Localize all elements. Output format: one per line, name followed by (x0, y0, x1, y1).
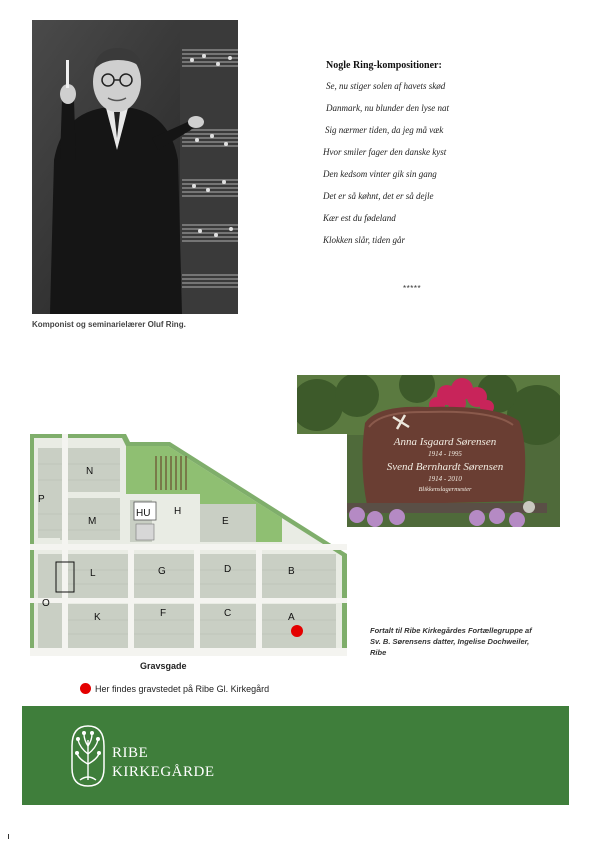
gravestone-name2: Svend Bernhardt Sørensen (386, 461, 504, 473)
gravestone-dates1: 1914 - 1995 (428, 450, 462, 458)
credit-line: Fortalt til Ribe Kirkegårdes Fortællegruppe af (370, 626, 532, 635)
credit-line: Ribe (370, 648, 387, 657)
separator-stars: ***** (403, 284, 422, 293)
street-label: Gravsgade (140, 661, 187, 671)
section-label: L (90, 568, 96, 579)
section-label: A (288, 612, 295, 623)
portrait-caption: Komponist og seminarielærer Oluf Ring. (32, 320, 186, 329)
red-dot-icon (80, 683, 91, 694)
section-label: P (38, 494, 45, 505)
gravestone-title: Blikkenslagermester (418, 486, 472, 493)
section-label: N (86, 466, 94, 477)
section-label: H (174, 506, 182, 517)
song-item: Se, nu stiger solen af havets skød (326, 81, 446, 91)
page-mark (8, 834, 9, 839)
footer-banner (22, 706, 569, 805)
section-label: C (224, 608, 232, 619)
gravestone-dates2: 1914 - 2010 (428, 475, 462, 483)
compositions-title: Nogle Ring-kompositioner: (326, 60, 442, 71)
song-item: Den kedsom vinter gik sin gang (323, 169, 437, 179)
logo-line: KIRKEGÅRDE (112, 764, 215, 780)
portrait-illustration (32, 20, 238, 314)
portrait-photo (32, 20, 238, 314)
section-label: D (224, 564, 232, 575)
logo-line: RIBE (112, 745, 149, 761)
section-label: G (158, 566, 166, 577)
section-label: M (88, 516, 97, 527)
credit-text (370, 625, 570, 658)
section-label: E (222, 516, 229, 527)
gravestone-name1: Anna Isgaard Sørensen (393, 436, 497, 448)
song-item: Hvor smiler fager den danske kyst (323, 147, 447, 157)
section-label: O (42, 598, 50, 609)
song-item: Sig nærmer tiden, da jeg må væk (325, 125, 444, 135)
compositions-list (323, 60, 563, 255)
legend-text: Her findes gravstedet på Ribe Gl. Kirkegård (95, 683, 270, 694)
tree-logo-icon (70, 724, 106, 793)
song-item: Det er så køhnt, det er så dejle (323, 191, 434, 201)
song-item: Klokken slår, tiden går (323, 235, 405, 245)
section-label: HU (136, 508, 151, 519)
map-legend (80, 683, 269, 694)
logo-text (112, 744, 215, 782)
credit-line: Sv. B. Sørensens datter, Ingelise Dochweiler, (370, 637, 530, 646)
song-item: Kær est du fødeland (323, 213, 396, 223)
grave-location-marker (291, 625, 303, 637)
section-label: K (94, 612, 101, 623)
cemetery-map (30, 434, 347, 656)
section-label: F (160, 608, 167, 619)
section-label: B (288, 566, 295, 577)
song-item: Danmark, nu blunder den lyse nat (326, 103, 449, 113)
cemetery-map-illustration (30, 434, 347, 656)
